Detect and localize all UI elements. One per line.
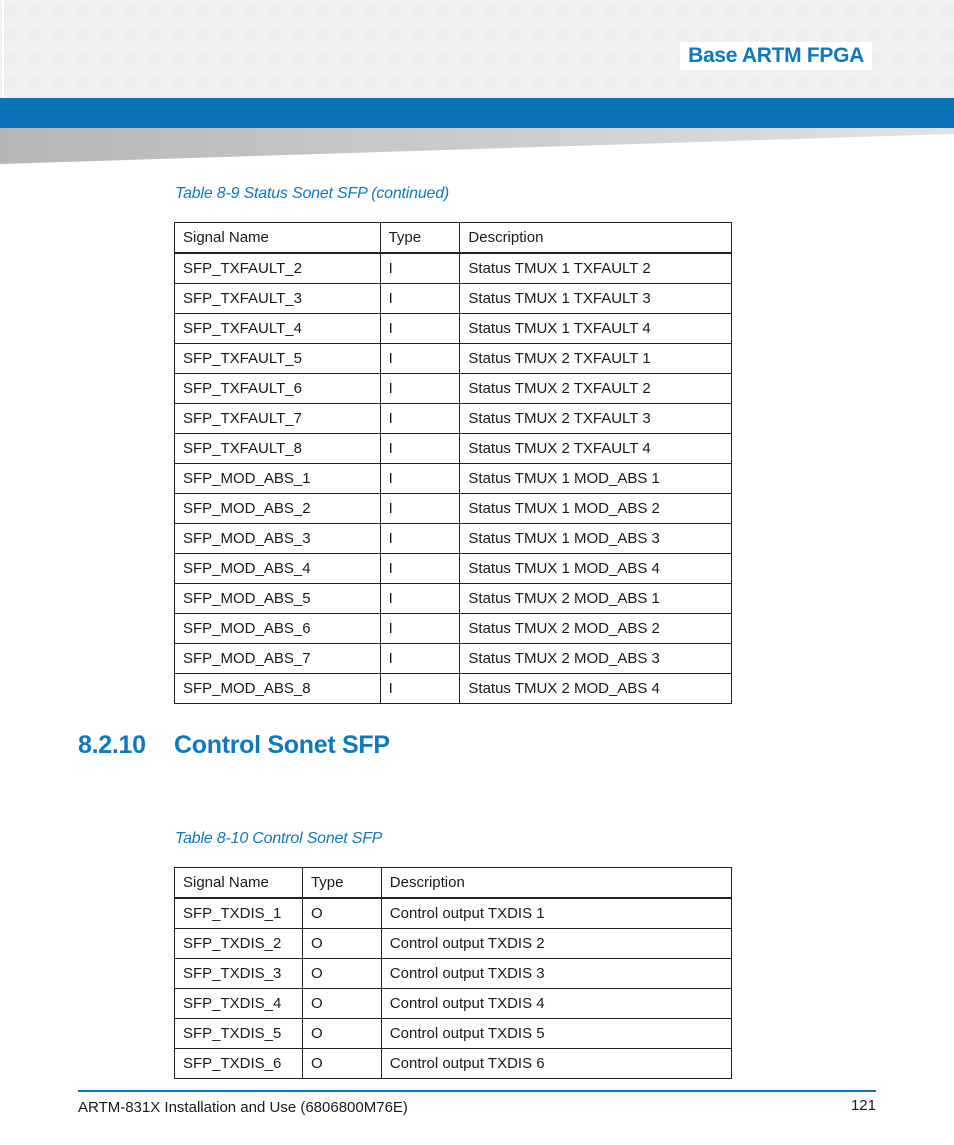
- cell-description: Control output TXDIS 6: [381, 1049, 731, 1079]
- header-pattern-square: [460, 76, 478, 94]
- header-pattern-square: [316, 76, 334, 94]
- header-pattern-square: [604, 28, 622, 46]
- header-pattern-square: [340, 52, 358, 70]
- header-pattern-square: [316, 28, 334, 46]
- cell-signal-name: SFP_TXFAULT_2: [175, 253, 381, 284]
- header-pattern-square: [700, 4, 718, 22]
- table-header-row: [175, 868, 732, 899]
- header-pattern-square: [28, 28, 46, 46]
- table-row: [175, 284, 732, 314]
- header-pattern-square: [28, 4, 46, 22]
- header-pattern-square: [604, 52, 622, 70]
- header-pattern-square: [364, 4, 382, 22]
- header-pattern-square: [244, 4, 262, 22]
- cell-type: O: [302, 1049, 381, 1079]
- header-gray-wedge: [0, 128, 954, 164]
- cell-description: Control output TXDIS 1: [381, 898, 731, 929]
- header-pattern-square: [292, 76, 310, 94]
- header-pattern-square: [340, 28, 358, 46]
- cell-type: O: [302, 898, 381, 929]
- cell-description: Status TMUX 2 MOD_ABS 4: [460, 674, 732, 704]
- table-row: [175, 1049, 732, 1079]
- header-pattern-square: [556, 4, 574, 22]
- header-pattern-square: [796, 76, 814, 94]
- table-row: [175, 374, 732, 404]
- header-pattern-square: [292, 52, 310, 70]
- section-heading: [78, 731, 390, 760]
- cell-signal-name: SFP_TXDIS_2: [175, 929, 303, 959]
- cell-signal-name: SFP_TXDIS_1: [175, 898, 303, 929]
- header-pattern-square: [28, 76, 46, 94]
- cell-description: Status TMUX 1 MOD_ABS 2: [460, 494, 732, 524]
- table-row: [175, 554, 732, 584]
- cell-type: O: [302, 959, 381, 989]
- header-pattern-square: [484, 76, 502, 94]
- header-pattern-square: [220, 4, 238, 22]
- header-pattern-square: [844, 76, 862, 94]
- cell-type: I: [380, 253, 460, 284]
- header-pattern-square: [4, 76, 22, 94]
- cell-signal-name: SFP_MOD_ABS_4: [175, 554, 381, 584]
- cell-description: Status TMUX 1 TXFAULT 4: [460, 314, 732, 344]
- header-pattern-square: [532, 76, 550, 94]
- header-pattern-square: [76, 76, 94, 94]
- footer-rule: [78, 1090, 876, 1092]
- table-header-row: [175, 223, 732, 254]
- header-pattern-square: [916, 28, 934, 46]
- header-pattern-square: [436, 28, 454, 46]
- table-row: [175, 898, 732, 929]
- header-pattern-square: [292, 4, 310, 22]
- cell-signal-name: SFP_TXFAULT_8: [175, 434, 381, 464]
- table-row: [175, 584, 732, 614]
- header-pattern-square: [460, 4, 478, 22]
- table-row: [175, 614, 732, 644]
- header-pattern-square: [268, 52, 286, 70]
- header-pattern-square: [892, 76, 910, 94]
- column-header-signal-name: Signal Name: [175, 223, 381, 254]
- header-pattern-square: [700, 76, 718, 94]
- header-pattern-square: [52, 76, 70, 94]
- header-pattern-square: [580, 52, 598, 70]
- cell-description: Status TMUX 1 MOD_ABS 4: [460, 554, 732, 584]
- header-pattern-square: [772, 76, 790, 94]
- header-pattern-square: [820, 4, 838, 22]
- header-pattern-square: [676, 4, 694, 22]
- header-pattern-square: [724, 4, 742, 22]
- column-header-type: Type: [302, 868, 381, 899]
- table-row: [175, 464, 732, 494]
- cell-type: I: [380, 494, 460, 524]
- header-pattern-square: [916, 76, 934, 94]
- table-row: [175, 344, 732, 374]
- table-row: [175, 494, 732, 524]
- table-row: [175, 404, 732, 434]
- header-pattern-square: [172, 52, 190, 70]
- header-pattern-square: [916, 52, 934, 70]
- header-pattern-square: [220, 52, 238, 70]
- cell-description: Status TMUX 2 TXFAULT 1: [460, 344, 732, 374]
- cell-signal-name: SFP_TXDIS_3: [175, 959, 303, 989]
- header-pattern-square: [148, 52, 166, 70]
- header-pattern-square: [532, 52, 550, 70]
- cell-description: Control output TXDIS 3: [381, 959, 731, 989]
- cell-description: Status TMUX 2 TXFAULT 3: [460, 404, 732, 434]
- header-pattern-square: [484, 28, 502, 46]
- header-pattern-square: [412, 52, 430, 70]
- table-row: [175, 524, 732, 554]
- cell-description: Control output TXDIS 2: [381, 929, 731, 959]
- header-pattern-square: [508, 76, 526, 94]
- cell-type: I: [380, 674, 460, 704]
- header-pattern-square: [916, 4, 934, 22]
- header-pattern-square: [388, 76, 406, 94]
- header-pattern-square: [844, 4, 862, 22]
- cell-type: O: [302, 1019, 381, 1049]
- header-pattern-square: [196, 76, 214, 94]
- header-pattern-square: [172, 4, 190, 22]
- cell-description: Status TMUX 1 MOD_ABS 1: [460, 464, 732, 494]
- cell-type: I: [380, 374, 460, 404]
- table-row: [175, 434, 732, 464]
- table-row: [175, 989, 732, 1019]
- header-pattern-square: [100, 4, 118, 22]
- header-pattern-square: [652, 4, 670, 22]
- header-pattern-square: [628, 76, 646, 94]
- header-pattern-square: [148, 76, 166, 94]
- header-pattern-square: [748, 76, 766, 94]
- header-pattern-square: [940, 4, 954, 22]
- cell-description: Control output TXDIS 4: [381, 989, 731, 1019]
- header-pattern-square: [388, 28, 406, 46]
- cell-signal-name: SFP_MOD_ABS_8: [175, 674, 381, 704]
- header-pattern-square: [868, 4, 886, 22]
- header-pattern-square: [676, 76, 694, 94]
- header-pattern-square: [436, 4, 454, 22]
- cell-type: I: [380, 614, 460, 644]
- header-pattern-square: [436, 52, 454, 70]
- cell-signal-name: SFP_MOD_ABS_6: [175, 614, 381, 644]
- header-pattern-square: [100, 28, 118, 46]
- header-pattern-square: [412, 28, 430, 46]
- cell-type: I: [380, 314, 460, 344]
- cell-signal-name: SFP_TXFAULT_6: [175, 374, 381, 404]
- header-pattern-square: [196, 52, 214, 70]
- header-pattern-square: [268, 76, 286, 94]
- header-pattern-square: [388, 52, 406, 70]
- cell-description: Status TMUX 1 TXFAULT 2: [460, 253, 732, 284]
- section-title: Control Sonet SFP: [174, 731, 390, 759]
- header-pattern-square: [628, 52, 646, 70]
- header-pattern-square: [316, 52, 334, 70]
- header-pattern-square: [364, 52, 382, 70]
- header-pattern-square: [652, 28, 670, 46]
- cell-signal-name: SFP_MOD_ABS_2: [175, 494, 381, 524]
- header-pattern-square: [172, 76, 190, 94]
- header-pattern-square: [484, 4, 502, 22]
- header-pattern-square: [460, 52, 478, 70]
- header-pattern-square: [364, 76, 382, 94]
- header-pattern-square: [388, 4, 406, 22]
- header-pattern-square: [892, 52, 910, 70]
- header-pattern-square: [556, 28, 574, 46]
- header-pattern-square: [724, 76, 742, 94]
- table-row: [175, 929, 732, 959]
- header-pattern-square: [460, 28, 478, 46]
- header-pattern-square: [940, 52, 954, 70]
- header-pattern-square: [244, 28, 262, 46]
- header-pattern-square: [580, 28, 598, 46]
- cell-signal-name: SFP_MOD_ABS_5: [175, 584, 381, 614]
- header-pattern-square: [316, 4, 334, 22]
- header-pattern-square: [76, 52, 94, 70]
- footer-page-number: 121: [850, 1097, 876, 1114]
- table-row: [175, 314, 732, 344]
- header-pattern-square: [52, 28, 70, 46]
- table-row: [175, 253, 732, 284]
- cell-signal-name: SFP_TXFAULT_4: [175, 314, 381, 344]
- cell-signal-name: SFP_MOD_ABS_7: [175, 644, 381, 674]
- cell-description: Status TMUX 2 MOD_ABS 3: [460, 644, 732, 674]
- header-pattern-square: [652, 76, 670, 94]
- header-pattern-square: [220, 76, 238, 94]
- cell-type: I: [380, 524, 460, 554]
- table-row: [175, 674, 732, 704]
- header-pattern-square: [628, 28, 646, 46]
- header-pattern-square: [940, 28, 954, 46]
- header-pattern-square: [436, 76, 454, 94]
- header-blue-band: [0, 98, 954, 128]
- header-pattern-square: [364, 28, 382, 46]
- header-pattern-square: [292, 28, 310, 46]
- header-pattern-square: [4, 52, 22, 70]
- cell-description: Status TMUX 1 MOD_ABS 3: [460, 524, 732, 554]
- column-header-type: Type: [380, 223, 460, 254]
- header-pattern-square: [124, 76, 142, 94]
- header-pattern-square: [196, 4, 214, 22]
- header-pattern-square: [4, 4, 22, 22]
- table2-caption: Table 8-10 Control Sonet SFP: [175, 830, 383, 847]
- header-pattern-square: [76, 4, 94, 22]
- header-pattern-square: [628, 4, 646, 22]
- header-pattern-square: [412, 4, 430, 22]
- header-pattern-square: [100, 76, 118, 94]
- cell-description: Control output TXDIS 5: [381, 1019, 731, 1049]
- header-pattern-square: [820, 76, 838, 94]
- cell-signal-name: SFP_TXDIS_6: [175, 1049, 303, 1079]
- header-pattern-square: [268, 28, 286, 46]
- header-pattern-square: [4, 28, 22, 46]
- status-sonet-sfp-table: [174, 222, 732, 704]
- cell-signal-name: SFP_TXFAULT_5: [175, 344, 381, 374]
- header-pattern-square: [580, 4, 598, 22]
- header-pattern-square: [556, 52, 574, 70]
- column-header-description: Description: [460, 223, 732, 254]
- cell-type: I: [380, 434, 460, 464]
- header-pattern-square: [220, 28, 238, 46]
- footer-document-title: ARTM-831X Installation and Use (6806800M76E): [78, 1099, 408, 1116]
- header-pattern-square: [412, 76, 430, 94]
- header-pattern-square: [556, 76, 574, 94]
- header-pattern-square: [52, 52, 70, 70]
- cell-signal-name: SFP_MOD_ABS_3: [175, 524, 381, 554]
- cell-signal-name: SFP_MOD_ABS_1: [175, 464, 381, 494]
- header-pattern-square: [100, 52, 118, 70]
- cell-signal-name: SFP_TXFAULT_7: [175, 404, 381, 434]
- header-pattern-square: [244, 52, 262, 70]
- header-pattern-square: [532, 28, 550, 46]
- header-title: Base ARTM FPGA: [680, 42, 872, 70]
- header-pattern-square: [124, 52, 142, 70]
- header-pattern-square: [340, 76, 358, 94]
- section-number: 8.2.10: [78, 731, 146, 759]
- cell-signal-name: SFP_TXDIS_4: [175, 989, 303, 1019]
- table-row: [175, 1019, 732, 1049]
- cell-description: Status TMUX 1 TXFAULT 3: [460, 284, 732, 314]
- header-pattern-square: [484, 52, 502, 70]
- cell-type: O: [302, 929, 381, 959]
- cell-type: I: [380, 464, 460, 494]
- header-pattern-square: [124, 28, 142, 46]
- header-pattern-square: [340, 4, 358, 22]
- header-pattern-square: [604, 76, 622, 94]
- table-row: [175, 959, 732, 989]
- cell-type: I: [380, 644, 460, 674]
- cell-description: Status TMUX 2 TXFAULT 4: [460, 434, 732, 464]
- header-pattern-square: [580, 76, 598, 94]
- header-pattern-square: [124, 4, 142, 22]
- cell-description: Status TMUX 2 MOD_ABS 2: [460, 614, 732, 644]
- header-pattern-square: [172, 28, 190, 46]
- column-header-description: Description: [381, 868, 731, 899]
- header-pattern-square: [868, 76, 886, 94]
- header-pattern-square: [244, 76, 262, 94]
- cell-type: I: [380, 344, 460, 374]
- header-pattern-square: [532, 4, 550, 22]
- table1-caption: Table 8-9 Status Sonet SFP (continued): [175, 185, 450, 202]
- cell-type: I: [380, 554, 460, 584]
- header-pattern-square: [604, 4, 622, 22]
- header-pattern-square: [196, 28, 214, 46]
- header-pattern-square: [892, 28, 910, 46]
- cell-type: I: [380, 584, 460, 614]
- header-pattern-square: [796, 4, 814, 22]
- cell-type: I: [380, 404, 460, 434]
- header-pattern-square: [652, 52, 670, 70]
- header-pattern-square: [508, 4, 526, 22]
- header-pattern-square: [52, 4, 70, 22]
- header-pattern-square: [940, 76, 954, 94]
- column-header-signal-name: Signal Name: [175, 868, 303, 899]
- header-pattern-square: [508, 28, 526, 46]
- header-pattern-square: [508, 52, 526, 70]
- control-sonet-sfp-table: [174, 867, 732, 1079]
- header-pattern-square: [76, 28, 94, 46]
- header-pattern-square: [772, 4, 790, 22]
- cell-description: Status TMUX 2 TXFAULT 2: [460, 374, 732, 404]
- table-row: [175, 644, 732, 674]
- cell-type: O: [302, 989, 381, 1019]
- header-pattern-square: [148, 28, 166, 46]
- header-pattern-square: [148, 4, 166, 22]
- header-pattern-square: [748, 4, 766, 22]
- header-pattern-square: [268, 4, 286, 22]
- cell-signal-name: SFP_TXDIS_5: [175, 1019, 303, 1049]
- header-pattern-square: [892, 4, 910, 22]
- cell-description: Status TMUX 2 MOD_ABS 1: [460, 584, 732, 614]
- cell-signal-name: SFP_TXFAULT_3: [175, 284, 381, 314]
- header-pattern-square: [28, 52, 46, 70]
- cell-type: I: [380, 284, 460, 314]
